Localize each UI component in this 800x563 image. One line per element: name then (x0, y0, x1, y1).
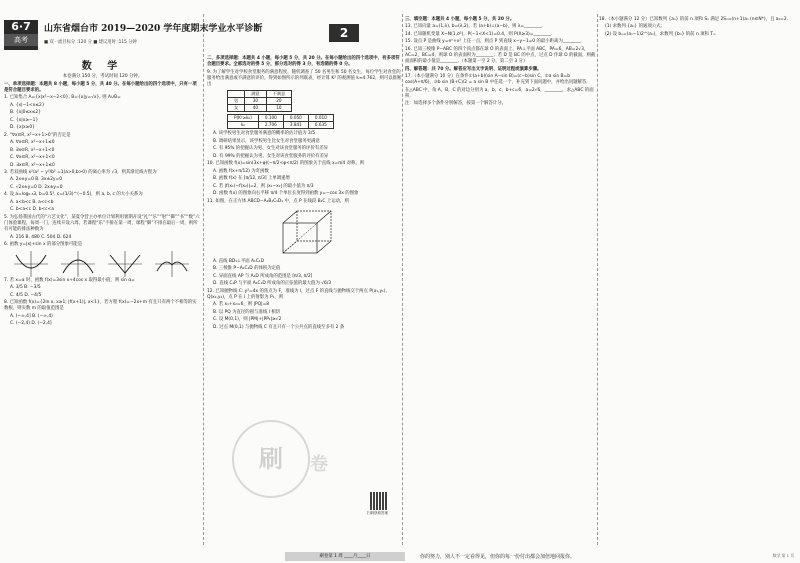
answer-option: C. 异面直线 AP 与 A₁D 所成角的范围是 [π/3, π/2] (213, 273, 313, 279)
section-heading: 一、单项选择题：本题共 8 小题，每小题 5 分，共 40 分。在每小题给出的四个选项中，只有一项是符合题目要求的。 (4, 81, 197, 93)
answer-option: A. 若 x₁+x₂=6，则 |PQ|=8 (213, 302, 270, 308)
brand-logo (4, 20, 38, 50)
question-text: 5. 为弘扬我国古代的“六艺文化”，某夏令营主办单位计划利用暑期开设“礼”“乐”“射”“御”“书”“数”六门体验课程，每周一门，连续开设六周。若课程“乐”不排在第一周，课程“御”不排在最后一周，则所有可能的排法种数为 (4, 214, 200, 233)
graph-option-c (108, 251, 142, 277)
question-text: 6. 函数 y=|x|+sin x 的部分图象可能是 (4, 242, 83, 248)
table-cell: 3.841 (283, 122, 308, 129)
table-cell: 0.100 (258, 115, 283, 122)
answer-option: A. a<b<c B. a<c<b (10, 199, 54, 205)
answer-option: C. √2x±y=0 D. 2x±y=0 (10, 184, 63, 190)
column-divider (203, 14, 204, 545)
exam-header (4, 20, 399, 50)
question-text: 4. 设 a=log₀.₅3, b=0.5³, c=(1/3)^(−0.5)，则 a, b, c 的大小关系为 (4, 192, 143, 198)
answer-option: D. 过点 M(0,1) 与抛物线 C 有且只有一个公共点的直线至多有 2 条 (213, 324, 345, 330)
answer-option: B. {x|0≤x≤2} (10, 110, 42, 116)
graph-option-a (14, 251, 48, 277)
footer-week-bar: 刷卷第 1 周 ____月____日 (285, 552, 405, 561)
critical-value-table (227, 114, 334, 129)
table-cell: 20 (266, 97, 292, 104)
table-cell: P(K²≥k₀) (228, 115, 259, 122)
answer-option: C. ∀x∈R, x²−x+1<0 (10, 155, 55, 161)
answer-option: A. 函数 f(x+π/12) 为奇函数 (213, 168, 269, 174)
question-text: 1. 已知集合 A={x|x²−x−2<0}, B={x|y=√x}, 则 A∪B= (4, 95, 121, 101)
answer-option: A. 216 B. 480 C. 504 D. 624 (10, 234, 72, 240)
question-text: 13. 已知向量 a=(1,λ), b=(λ,2)，若 (a+b)⊥(a−b)，则 λ=________. (405, 24, 543, 30)
answer-option: A. (−∞,4] B. (−∞,4) (10, 313, 53, 319)
question-text: 3. 若双曲线 x²/a² − y²/b² =1(a>0,b>0) 的离心率为 √3，则其渐近线方程为 (4, 170, 157, 175)
cube-figure (277, 207, 337, 257)
table-cell: 6.635 (308, 122, 333, 129)
column-3 (405, 17, 596, 563)
answer-option: C. (−2,4) D. (−2,4] (10, 321, 52, 327)
question-text: 8. 已知函数 f(x)={2ln x, x≥1; |f(x+1)|, x<1}，若方程 f(x)=−2x+m 有且只有两个不相等的实数根，则实数 m 的取值范围是 (4, 300, 197, 312)
question-text: 15. 设点 P 是曲线 y=eˣ+x² 上任一点，则点 P 到直线 x−y−1=0 的最小距离为________. (405, 39, 582, 45)
answer-option: (1) 求数列 {aₙ} 的通项公式； (605, 24, 665, 30)
question-text: 14. 已知随机变量 X~N(1,σ²)，P(−1<X<1)=0.4，则 P(X≥3)=________. (405, 31, 553, 37)
exam-meta: ■ 双一流目标分 :120 分 ■ 建议用时 :115 分钟 (44, 40, 137, 45)
logo-number: 6·7 (11, 20, 31, 33)
exam-title: 山东省烟台市 2019—2020 学年度期末学业水平诊断 (44, 24, 263, 34)
question-text: 10. 已知函数 f(x)=sin(3x+φ)(−π/2<φ<π/2) 的图象关于直线 x=π/4 对称，则 (207, 161, 365, 167)
table-cell: 2.706 (258, 122, 283, 129)
question-text: 2. “∀x∈R, x²−x+1>0”的否定是 (4, 132, 71, 138)
column-2-questions (207, 56, 403, 331)
paper-number: 2 (329, 24, 359, 42)
answer-option: A. 2x±y=0 B. 3x±2y=0 (10, 177, 62, 183)
table-cell: 男 (228, 97, 245, 104)
table-cell: 女 (228, 105, 245, 112)
answer-option: B. 调研结果显示，该学校男生比女生对食堂服务更满意 (213, 138, 320, 144)
table-cell: 0.010 (308, 115, 333, 122)
answer-option: B. ∃x∈R, x²−x+1<0 (10, 147, 55, 153)
answer-option: D. 函数 f(x) 的图象向右平移 π/4 个单位长度得到函数 y=−cos 3x 的图象 (213, 191, 359, 197)
subject-title: 数 学 (81, 61, 124, 72)
column-4-questions (599, 17, 797, 38)
answer-option: C. 若 |f(x₁)−f(x₂)|=2，则 |x₁−x₂| 的最小值为 π/3 (213, 183, 314, 189)
qr-code[interactable] (370, 492, 388, 510)
answer-option: C. 有 95% 的把握认为男、女生对该食堂服务的评价有差异 (213, 146, 329, 152)
table-cell: 10 (266, 105, 292, 112)
column-4 (599, 17, 797, 563)
section-heading: 二、多项选择题：本题共 4 小题，每小题 5 分，共 20 分。在每小题给出的四个选项中，有多项符合题目要求。全部选对的得 5 分，部分选对的得 3 分，有选错的得 0 分。 (207, 56, 400, 68)
answer-option: A. ∀x∈R, x²−x+1≤0 (10, 140, 55, 146)
answer-option: D. 有 99% 的把握认为男、女生对该食堂服务的评价有差异 (213, 153, 329, 159)
table-cell: 满意 (245, 90, 266, 97)
graph-options-figure (4, 250, 201, 278)
qr-label: 扫码获取答案 (367, 511, 388, 515)
contingency-table (227, 90, 292, 112)
answer-option: C. 4/5 D. −4/5 (10, 292, 42, 298)
answer-option: A. 该学校男生对食堂服务满意的概率的估计值为 3/5 (213, 131, 315, 137)
table-cell (228, 90, 245, 97)
answer-option: C. {x|x≥−1} (10, 117, 39, 123)
column-2 (207, 56, 403, 563)
section-heading: 三、填空题：本题共 4 小题，每小题 5 分，共 20 分。 (405, 17, 515, 22)
column-1 (4, 52, 201, 563)
question-text: 18.（本小题满分 12 分）已知数列 {aₙ} 的前 n 项和 Sₙ 满足 2Sₙ=(n+1)aₙ (n∈N*)，且 a₁=2. (599, 17, 789, 22)
brand-stamp: 刷 (232, 420, 310, 498)
section-heading: 四、解答题：共 70 分。解答应写出文字说明、证明过程或演算步骤。 (405, 66, 542, 72)
answer-option: (2) 设 bₙ=(aₙ−1)2^(aₙ)，求数列 {bₙ} 的前 n 项和 Tₙ. (605, 31, 717, 37)
question-text: 17.（本小题满分 10 分）在条件①(a+b)(sin A−sin B)=(c−b)sin C，②a sin B=b cos(A+π/6)，③b sin (B+C)/2 = a sin B 中任选一个，补充到下面问题中，并给出问题解答. (405, 74, 588, 86)
table-cell: 40 (245, 105, 266, 112)
answer-option: B. 以 PQ 为直径的圆与准线 l 相切 (213, 309, 281, 315)
question-text: 7. 若 x=α 时，函数 f(x)=3sin x+4cos x 取得最小值，则 sin α= (4, 277, 135, 283)
table-cell: 不满意 (266, 90, 292, 97)
logo-subtitle: 高考 (4, 34, 38, 46)
answer-option: D. 直线 C₁P 与平面 A₁C₁D 所成角的正弦值的最大值为 √6/3 (213, 281, 332, 287)
answer-option: C. 设 M(0,1)，则 |PM|+|PP₁|≥√2 (213, 317, 282, 323)
page-number: 数学 第 1 页 (772, 553, 794, 558)
answer-option: B. 函数 f(x) 在 [π/12, π/3] 上单调递增 (213, 176, 290, 182)
question-text: 12. 已知抛物线 C: y²=4x 的焦点为 F，准线为 l，过点 F 的直线与抛物线交于两点 P(x₁,y₁), Q(x₂,y₂)，点 P 在 l 上的射影为 P₁，则 (207, 288, 387, 300)
answer-option: B. 三棱锥 P−A₁C₁D 的体积为定值 (213, 266, 281, 272)
answer-option: A. 直线 BD₁⊥平面 A₁C₁D (213, 258, 265, 264)
question-text: 注：如选择多个条件分别解答，按第一个解答计分。 (405, 101, 506, 107)
answer-option: C. b<a<c D. b<c<a (10, 207, 54, 213)
graph-option-d (155, 251, 189, 277)
answer-option: A. 3/5 B. −3/5 (10, 285, 41, 291)
table-cell: k₀ (228, 122, 259, 129)
footer-slogan: 你的努力，别人不一定看得见，但你的每一份付出都会加倍地回报你。 (420, 554, 576, 560)
exam-intro: 本卷满分 150 分，考试时间 120 分钟。 (62, 74, 143, 80)
answer-option: D. ∃x∈R, x²−x+1≤0 (10, 162, 55, 168)
column-3-questions (405, 17, 596, 107)
question-text: 在△ABC 中，角 A，B，C 的对边分别为 a，b，c，b+c=6，a=2√6，________，求△ABC 的面积. (405, 87, 594, 99)
question-text: 16. 已知三棱锥 P−ABC 的四个顶点都在球 O 的表面上，PA⊥平面 ABC，PA=6，AB=2√3，AC=2，BC=4，则球 O 的表面积为________；若 D 是 BC 的中点，过点 D 作球 O 的截面，则截面面积的最小值是________.（本题第一空 2 分，第二空 3 分） (405, 46, 596, 65)
question-text: 9. 为了解学生对学校食堂服务的满意程度，随机调查了 50 名男生和 50 名女生，每位学生对食堂的服务给出满意或不满意的评价，得到如图所示的列联表，经计算 K² 的观测值 k≈4.762，则可以推断出 (207, 69, 402, 87)
column-1-questions (4, 82, 201, 328)
watermark: 卷 (310, 454, 328, 475)
answer-option: D. {x|x≥0} (10, 125, 35, 131)
question-text: 11. 如图，在正方体 ABCD−A₁B₁C₁D₁ 中，点 P 在线段 B₁C 上运动，则 (207, 198, 349, 204)
answer-option: A. {x|−1<x≤2} (10, 102, 45, 108)
column-divider (597, 14, 598, 545)
table-cell: 0.050 (283, 115, 308, 122)
graph-option-b (61, 251, 95, 277)
table-cell: 30 (245, 97, 266, 104)
